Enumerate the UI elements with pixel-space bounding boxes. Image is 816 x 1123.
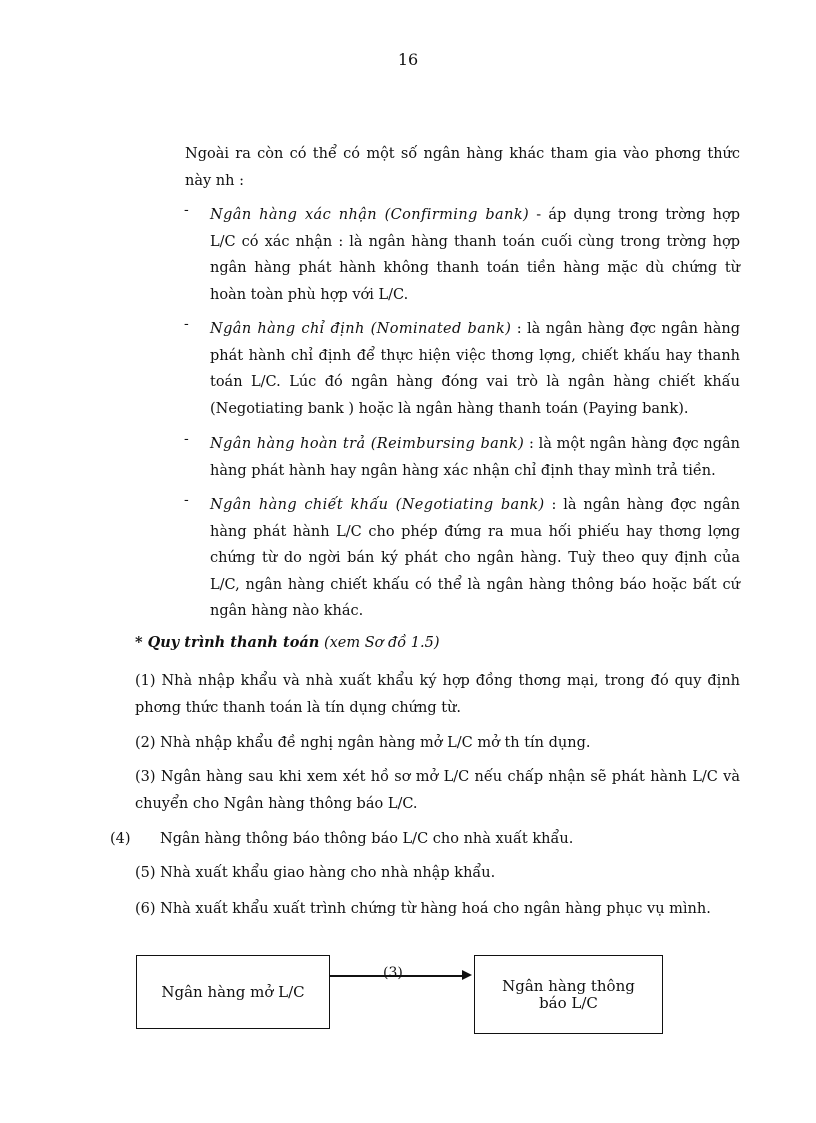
box-issuing-bank: Ngân hàng mở L/C (136, 955, 330, 1029)
term: Ngân hàng chiết khấu (Negotiating bank) (210, 497, 545, 513)
step-6: (6) Nhà xuất khẩu xuất trình chứng từ hàng hoá cho ngân hàng phục vụ mình. (135, 901, 711, 917)
desc: : là một ngân hàng đợc ngân hàng phát hành hay ngân hàng xác nhận chỉ định thay mình trả tiền. (210, 436, 740, 479)
step-4: Ngân hàng thông báo thông báo L/C cho nhà xuất khẩu. (160, 831, 574, 847)
step-1: (1) Nhà nhập khẩu và nhà xuất khẩu ký hợp đồng thơng mại, trong đó quy định phơng thức thanh toán là tín dụng chứng từ. (135, 673, 740, 716)
step-5: (5) Nhà xuất khẩu giao hàng cho nhà nhập khẩu. (135, 865, 496, 881)
term: Ngân hàng chỉ định (Nominated bank) (210, 321, 512, 337)
bullet-dash: - (184, 202, 189, 218)
bullet-dash: - (184, 431, 189, 447)
page-number: 16 (397, 50, 419, 69)
arrow-head (462, 970, 472, 980)
desc: : là ngân hàng đợc ngân hàng phát hành L/C cho phép đứng ra mua hối phiếu hay thơng lợng chứng từ do ngời bán ký phát cho ngân hàng. Tuỳ theo quy định của L/C, ngân hàng chiết khấu có thể là ngân hàng thông báo hoặc bất cứ ngân hàng nào khác. (210, 497, 740, 619)
desc: : là ngân hàng đợc ngân hàng phát hành chỉ định để thực hiện việc thơng lợng, chiết khấu hay thanh toán L/C. Lúc đó ngân hàng đóng vai trò là ngân hàng chiết khấu (Negotiating bank ) hoặc là ngân hàng thanh toán (Paying bank). (210, 321, 741, 417)
list-item-nominated-bank (210, 316, 740, 422)
list-item-negotiating-bank (210, 492, 740, 625)
heading-bold: * Quy trình thanh toán (135, 634, 320, 651)
step-2: (2) Nhà nhập khẩu đề nghị ngân hàng mở L/C mở th tín dụng. (135, 735, 591, 751)
bullet-dash: - (184, 316, 189, 332)
process-heading (135, 634, 439, 651)
heading-ref: (xem Sơ đồ 1.5) (319, 635, 440, 651)
desc: - áp dụng trong trờng hợp L/C có xác nhận : là ngân hàng thanh toán cuối cùng trong trờng hợp ngân hàng phát hành không thanh toán tiền hàng mặc dù chứng từ hoàn toàn phù hợp với L/C. (210, 207, 740, 303)
term: Ngân hàng hoàn trả (Reimbursing bank) (210, 436, 525, 452)
list-item-reimbursing-bank (210, 431, 740, 484)
term: Ngân hàng xác nhận (Confirming bank) (210, 207, 530, 223)
box-advising-bank: Ngân hàng thông báo L/C (474, 955, 663, 1034)
intro-paragraph: Ngoài ra còn có thể có một số ngân hàng khác tham gia vào phơng thức này nh : (185, 146, 740, 189)
list-item-confirming-bank (210, 202, 740, 308)
step-4-number: (4) (110, 831, 131, 847)
step-3: (3) Ngân hàng sau khi xem xét hồ sơ mở L/C nếu chấp nhận sẽ phát hành L/C và chuyển cho Ngân hàng thông báo L/C. (135, 769, 740, 812)
arrow-label: (3) (383, 965, 403, 981)
bullet-dash: - (184, 492, 189, 508)
